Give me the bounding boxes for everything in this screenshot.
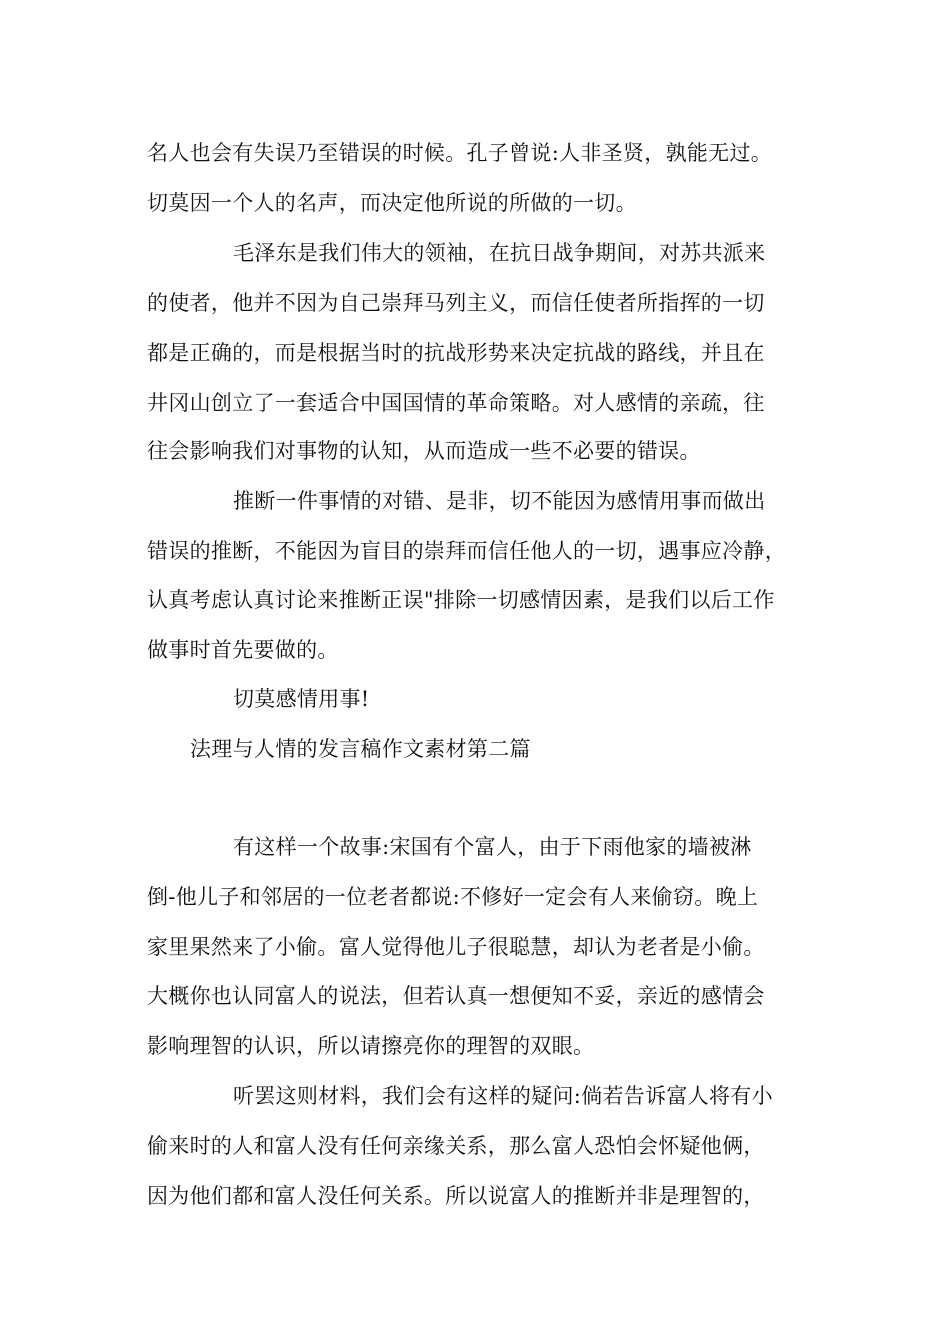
- text-line: 错误的推断，不能因为盲目的崇拜而信任他人的一切，遇事应冷静，: [147, 539, 786, 563]
- text-line: 都是正确的，而是根据当时的抗战形势来决定抗战的路线，并且在: [147, 341, 765, 365]
- paragraph-start: 听罢这则材料，我们会有这样的疑问:倘若告诉富人将有小: [233, 1084, 773, 1108]
- section-heading: 法理与人情的发言稿作文素材第二篇: [190, 737, 531, 761]
- paragraph-start: 切莫感情用事!: [233, 687, 370, 711]
- text-line: 的使者，他并不因为自己崇拜马列主义，而信任使者所指挥的一切: [147, 291, 765, 315]
- text-line: 大概你也认同富人的说法，但若认真一想便知不妥，亲近的感情会: [147, 984, 765, 1008]
- text-line: 井冈山创立了一套适合中国国情的革命策略。对人感情的亲疏，往: [147, 391, 765, 415]
- text-line: 往会影响我们对事物的认知，从而造成一些不必要的错误。: [147, 439, 701, 463]
- paragraph-start: 推断一件事情的对错、是非，切不能因为感情用事而做出: [233, 489, 766, 513]
- text-line: 名人也会有失误乃至错误的时候。孔子曾说:人非圣贤，孰能无过。: [147, 141, 773, 165]
- paragraph-start: 有这样一个故事:宋国有个富人，由于下雨他家的墙被淋: [233, 835, 752, 859]
- text-line: 倒-他儿子和邻居的一位老者都说:不修好一定会有人来偷窃。晚上: [147, 885, 759, 909]
- text-line: 偷来时的人和富人没有任何亲缘关系，那么富人恐怕会怀疑他俩，: [147, 1134, 765, 1158]
- text-line: 家里果然来了小偷。富人觉得他儿子很聪慧，却认为老者是小偷。: [147, 935, 765, 959]
- text-line: 影响理智的认识，所以请擦亮你的理智的双眼。: [147, 1034, 595, 1058]
- text-line: 认真考虑认真讨论来推断正误"排除一切感情因素，是我们以后工作: [147, 588, 775, 612]
- text-line: 因为他们都和富人没任何关系。所以说富人的推断并非是理智的，: [147, 1184, 765, 1208]
- text-line: 做事时首先要做的。: [147, 638, 339, 662]
- text-line: 切莫因一个人的名声，而决定他所说的所做的一切。: [147, 191, 637, 215]
- paragraph-start: 毛泽东是我们伟大的领袖，在抗日战争期间，对苏共派来: [233, 241, 766, 265]
